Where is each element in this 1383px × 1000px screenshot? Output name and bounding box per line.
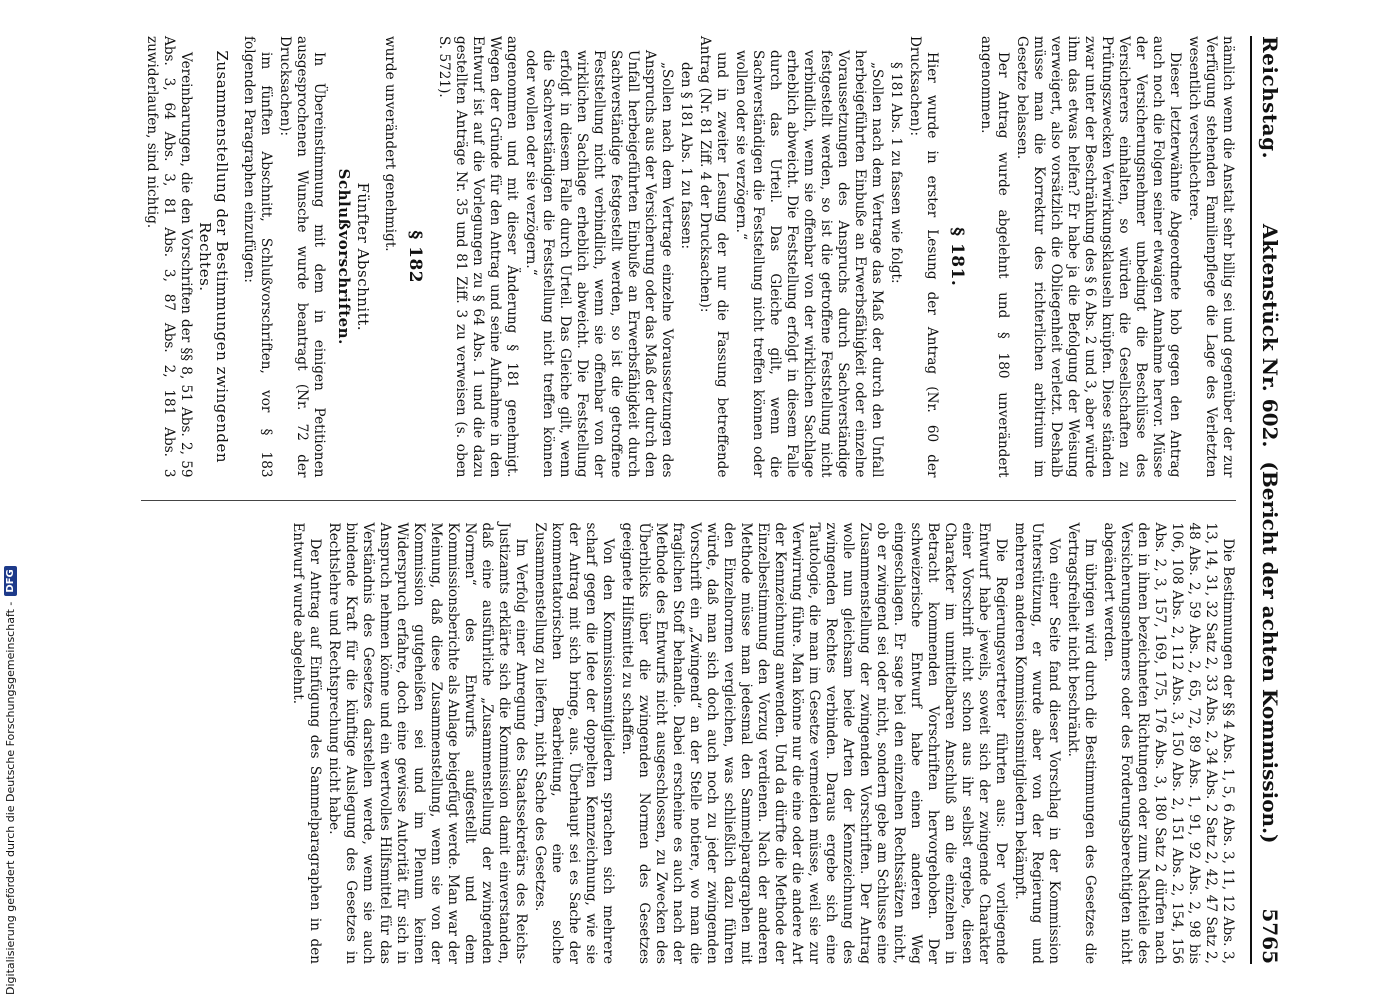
paragraph: wurde unverändert genehmigt.: [382, 36, 398, 252]
paragraph: Von einer Seite fand dieser Vorschlag in der Kommission Unterstützung, er wurde aber von der Regierung und mehreren anderen Kommissionsmitgliedern bekämpft.: [1012, 522, 1062, 964]
section-heading-182: § 182: [405, 230, 425, 284]
header-subtitle: (Bericht der achten Kommission.): [1258, 461, 1282, 844]
section-heading-181: § 181.: [947, 227, 967, 287]
paragraph: Der Antrag wurde abgelehnt und § 180 unverändert angenommen.: [978, 36, 1011, 478]
credit-text: Digitalisierung gefördert durch die Deutsche Forschungsgemeinschaft -: [4, 601, 17, 995]
header-center: [1258, 159, 1282, 908]
chapter-subtitle: Schlußvorschriften.: [335, 168, 353, 345]
header-title: Aktenstück Nr. 602.: [1258, 223, 1282, 448]
paragraph: nämlich wenn die Anstalt sehr billig sei und gegenüber der zur Verfügung stehenden Familienpflege die Lage des Verletzten wesentlich verschlechtere.: [1186, 36, 1236, 478]
column-left: [141, 36, 1236, 478]
paragraph: Im Verfolg einer Anregung des Staatssekretärs des Reichs-Justizamts erklärte sich die Kommission damit einverstanden, daß eine ausführliche „Zusammenstellung der zwingenden Normen“ des Entwurfs aufgestellt und dem Kommissionsberichte als Anlage beigefügt werde. Man war der Meinung, daß diese Zusammenstellung, wenn sie von der Kommission gutgeheißen sei und im Plenum keinen Widerspruch erfahre, doch eine gewisse Autorität für sich in Anspruch nehmen könne und ein wertvolles Hilfsmittel für das Verständnis des Gesetzes darstellen werde, wenn sie auch bindende Kraft für die künftige Auslegung des Gesetzes in Rechtslehre und Rechtsprechung nicht habe.: [326, 522, 529, 964]
column-right: [141, 523, 1236, 965]
document-page: [0, 10, 1290, 990]
paragraph: Dieser letzterwähnte Abgeordnete hob gegen den Antrag auch noch die Folgen seiner etwaigen Annahme hervor. Müsse der Versicherungsnehmer unbedingt die Beschlüsse des Versicherers einhalten, so würden die Gesellschaften zu Prüfungszwecken Verwirkungsklauseln knüpfen. Diese ständen zwar unter der Beschränkung des § 6 Abs. 2 und 3, aber würde ihm das etwas helfen? Er habe ja die Befolgung der Weisung verweigert, also vorsätzlich die Obliegenheit verletzt. Deshalb müsse man die Korrektur des richterlichen arbitrium im Gesetze belassen.: [1014, 36, 1183, 478]
motion-quote-2: [522, 50, 694, 478]
quote-text: „Sollen nach dem Vertrage einzelne Voraussetzungen des Anspruchs aus der Versicherung oder das Maß der durch den Unfall herbeigeführten Einbuße an Erwerbsfähigkeit durch Sachverständige festgestellt werden, so ist die getroffene Feststellung nicht verbindlich, wenn sie offenbar von der wirklichen Sachlage erheblich abweicht. Die Feststellung erfolgt in diesem Falle durch Urteil. Das Gleiche gilt, wenn die Sachverständigen die Feststellung nicht treffen können oder wollen oder sie verzögern.“: [523, 50, 675, 478]
paragraph: Die Bestimmungen der §§ 4 Abs. 1, 5, 6 Abs. 3, 11, 12 Abs. 3, 13, 14, 31, 32 Satz 2, 33 Abs. 2, 34 Abs. 2 Satz 2, 42, 47 Satz 2, 48 Abs. 2, 59 Abs. 2, 65, 72, 89 Abs. 1, 91, 92 Abs. 2, 98 bis 106, 108 Abs. 2, 112 Abs. 3, 150 Abs. 2, 151 Abs. 2, 154, 156 Abs. 2, 3, 157, 169, 175, 176 Abs. 3, 180 Satz 2 dürfen nach den in ihnen bezeichneten Richtungen oder zum Nachteile des Versicherungsnehmers oder des Forderungsberechtigten nicht abgeändert werden.: [1101, 522, 1236, 964]
paragraph: Die Regierungsvertreter führten aus: Der vorliegende Entwurf habe jeweils, soweit sich der zwingende Charakter einer Vorschrift nicht schon aus ihr selbst ergebe, diesen Charakter im unmittelbaren Anschluß an die einzelnen in Betracht kommenden Vorschriften hervorgehoben. Der schweizerische Entwurf habe einen anderen Weg eingeschlagen. Er sage bei den einzelnen Rechtssätzen nicht, ob er zwingend sei oder nicht, sondern gebe am Schlusse eine Zusammenstellung der zwingenden Vorschriften. Der Antrag wolle nun gleichsam beide Arten der Kennzeichnung des zwingenden Rechtes verbinden. Daraus ergebe sich eine Tautologie, die man im Gesetze vermeiden müsse, weil sie zur Verwirrung führe. Man könne nur die eine oder die andere Art der Kennzeichnung anwenden. Und da dürfte die Methode der Einzelbestimmung den Vorzug verdienen. Nach der anderen Methode müsse man jedesmal den Sammelparagraphen mit den Einzelnormen vergleichen, was schließlich dazu führen würde, daß man sich doch auch noch zu jeder zwingenden Vorschrift ein „Zwingend“ an der Stelle notiere, wo man die fraglichen Stoff behandle. Dabei erscheine es auch nach der Methode des Entwurfs nicht ausgeschlossen, zu Zwecken des Überblicks über die zwingenden Normen des Gesetzes geeignete Hilfsmittel zu schaffen.: [619, 522, 1009, 964]
paragraph: im fünften Abschnitt, Schlußvorschriften, vor § 183 folgenden Paragraphen einzufügen:: [241, 36, 274, 478]
page-header: [1250, 36, 1282, 964]
paragraph: Von den Kommissionsmitgliedern sprachen sich mehrere scharf gegen die Idee der doppelten Kennzeichnung, wie sie der Antrag mit sich bringe, aus. Überhaupt sei es Sache der kommentatorischen Bearbeitung, eine solche Zusammenstellung zu liefern, nicht Sache des Gesetzes.: [532, 522, 616, 964]
paragraph: angenommen und mit dieser Änderung § 181 genehmigt. Wegen der Gründe für den Antrag und seine Aufnahme in den Entwurf ist auf die Vorlegungen zu § 64 Abs. 1 und die dazu gestellten Anträge Nr. 35 und 81 Ziff. 3 zu verweisen (s. oben S. 5721).: [436, 36, 520, 478]
quote-lead: § 181 Abs. 1 zu fassen wie folgt:: [888, 62, 904, 284]
proposed-heading: Zusammenstellung der Bestimmungen zwingenden Rechtes.: [196, 50, 231, 464]
motion-quote: [732, 50, 904, 478]
page-number: 5765: [1258, 908, 1282, 964]
dfg-logo: DFG: [4, 566, 17, 595]
paragraph: Im übrigen wird durch die Bestimmungen des Gesetzes die Vertragsfreiheit nicht beschränkt.: [1065, 522, 1098, 964]
paragraph: Hier wurde in erster Lesung der Antrag (Nr. 60 der Drucksachen):: [907, 36, 940, 478]
header-left: Reichstag.: [1258, 36, 1282, 160]
chapter-title: Fünfter Abschnitt.: [354, 182, 372, 332]
paragraph: In Übereinstimmung mit dem in einigen Petitionen ausgesprochenen Wunsche wurde beantragt (Nr. 72 der Drucksachen):: [277, 36, 327, 478]
quote-lead: den § 181 Abs. 1 zu fassen:: [678, 62, 694, 250]
quote-text: „Sollen nach dem Vertrage das Maß der durch den Unfall herbeigeführten Einbuße an Erwerbsfähigkeit oder einzelne Voraussetzungen des Anspruchs durch Sachverständige festgestellt werden, so ist die getroffene Feststellung nicht verbindlich, wenn sie offenbar von der wirklichen Sachlage erheblich abweicht. Die Feststellung erfolgt in diesem Falle durch das Urteil. Das Gleiche gilt, wenn die Sachverständigen die Feststellung nicht treffen können oder wollen oder sie verzögern.“: [733, 50, 885, 478]
paragraph: Der Antrag auf Einfügung des Sammelparagraphen in den Entwurf wurde abgelehnt.: [290, 522, 323, 964]
paragraph: Vereinbarungen, die den Vorschriften der §§ 8, 51 Abs. 2, 59 Abs. 3, 64 Abs. 3, 81 Abs. 3, 87 Abs. 2, 181 Abs. 3 zuwiderlaufen, sind nichtig.: [144, 36, 194, 478]
paragraph: und in zweiter Lesung der nur die Fassung betreffende Antrag (Nr. 81 Ziff. 4 der Drucksachen):: [697, 36, 730, 478]
column-divider: [141, 500, 1236, 501]
